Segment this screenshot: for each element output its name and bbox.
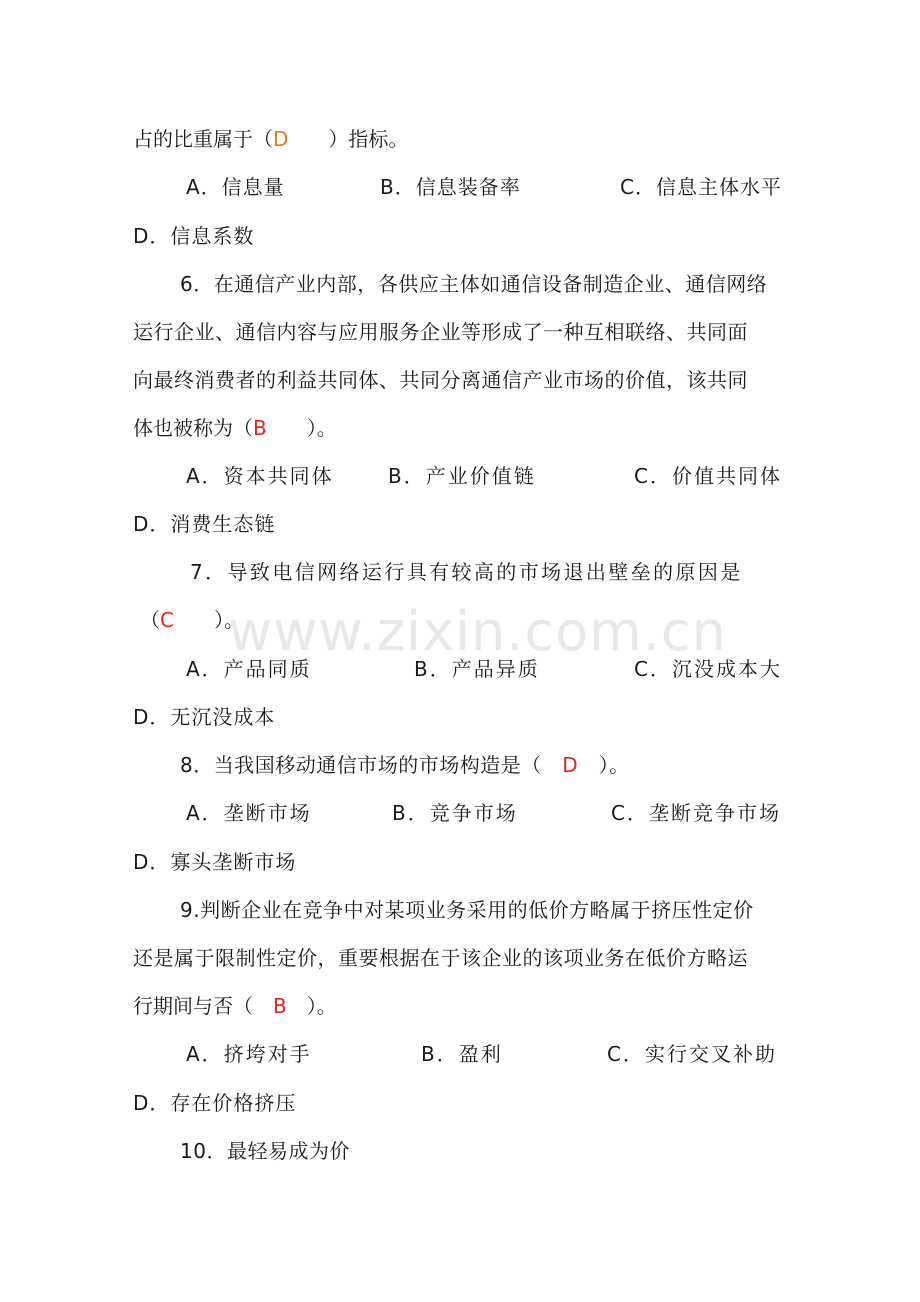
- q7-line2-after: ）。: [173, 608, 244, 632]
- q10-line-1: 10．最轻易成为价: [180, 1139, 350, 1163]
- q7-line-2: [140, 606, 244, 634]
- q5-option-d: D．信息系数: [133, 224, 255, 248]
- q5-option-b: B．信息装备率: [380, 175, 521, 199]
- watermark: www.zixin.com.cn: [228, 600, 727, 663]
- q6-line4-after: ）。: [266, 416, 337, 440]
- q7-option-c: C．沉没成本大: [634, 657, 782, 681]
- q9-line-1: 9.判断企业在竞争中对某项业务采用的低价方略属于挤压性定价: [180, 898, 754, 922]
- q6-line4-before: 体也被称为（: [133, 416, 253, 440]
- q5-stem-end: [133, 125, 408, 153]
- q9-line-3: [133, 992, 337, 1020]
- q6-line-1: 6．在通信产业内部，各供应主体如通信设备制造企业、通信网络: [180, 272, 768, 296]
- q8-option-a: A．垄断市场: [186, 801, 312, 825]
- q6-line-4: [133, 414, 337, 442]
- q5-option-a: A．信息量: [186, 175, 285, 199]
- q8-option-b: B．竞争市场: [392, 801, 518, 825]
- q9-option-b: B．盈利: [421, 1042, 503, 1066]
- q5-answer: D: [273, 127, 289, 151]
- q9-option-c: C．实行交叉补助: [607, 1042, 777, 1066]
- q8-option-c: C．垄断竞争市场: [611, 801, 781, 825]
- q7-line-1: 7．导致电信网络运行具有较高的市场退出壁垒的原因是: [190, 560, 743, 584]
- q9-option-d: D．存在价格挤压: [133, 1091, 297, 1115]
- q7-answer: C: [160, 608, 174, 632]
- q8-line1-before: 8．当我国移动通信市场的市场构造是（: [180, 753, 563, 777]
- q8-option-d: D．寡头垄断市场: [133, 850, 297, 874]
- q5-option-c: C．信息主体水平: [620, 175, 782, 199]
- q6-line-2: 运行企业、通信内容与应用服务企业等形成了一种互相联络、共同面: [133, 320, 748, 344]
- q8-line1-after: ）。: [578, 753, 630, 777]
- q9-line3-after: ）。: [286, 994, 337, 1018]
- q7-option-b: B．产品异质: [414, 657, 540, 681]
- q8-line-1: [180, 751, 630, 779]
- q6-option-d: D．消费生态链: [133, 512, 276, 536]
- q6-option-a: A．资本共同体: [186, 464, 334, 488]
- q8-answer: D: [562, 753, 579, 777]
- q9-option-a: A．挤垮对手: [186, 1042, 312, 1066]
- q5-stem-after: ）指标。: [288, 127, 409, 151]
- q7-line2-before: （: [140, 608, 160, 632]
- q6-answer: B: [253, 416, 267, 440]
- q6-option-b: B．产业价值链: [388, 464, 536, 488]
- q9-line-2: 还是属于限制性定价，重要根据在于该企业的该项业务在低价方略运: [133, 946, 748, 970]
- q7-option-d: D．无沉没成本: [133, 705, 276, 729]
- q9-answer: B: [273, 994, 287, 1018]
- q6-option-c: C．价值共同体: [634, 464, 782, 488]
- q9-line3-before: 行期间与否（: [133, 994, 273, 1018]
- q6-line-3: 向最终消费者的利益共同体、共同分离通信产业市场的价值，该共同: [133, 368, 748, 392]
- q7-option-a: A．产品同质: [186, 657, 312, 681]
- q5-stem-before: 占的比重属于（: [133, 127, 273, 151]
